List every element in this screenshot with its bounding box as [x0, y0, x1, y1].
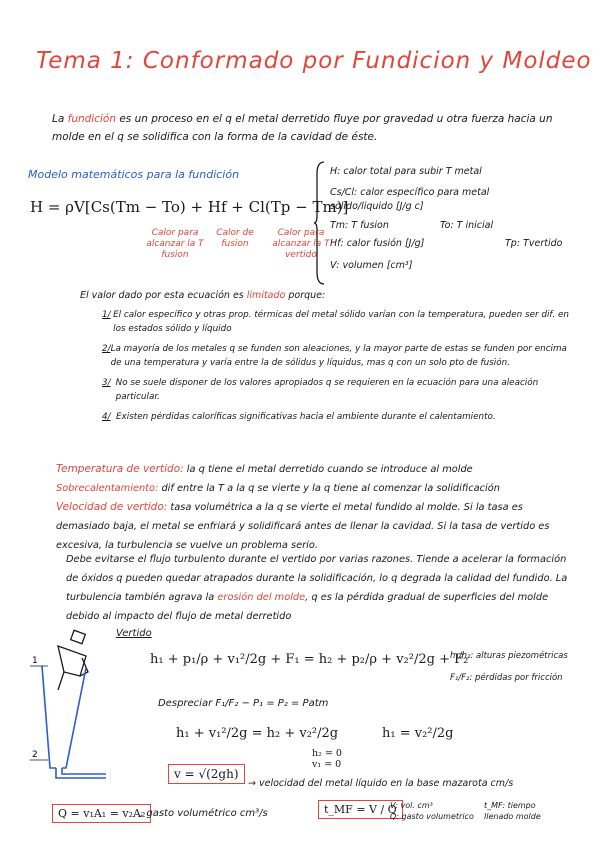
definition-pouring-rate	[56, 498, 576, 555]
limit-item	[102, 410, 572, 424]
despreciar-line: Despreciar F₁/F₂ − P₁ = P₂ = Patm	[158, 698, 329, 709]
limit-item	[102, 308, 572, 336]
limit-item	[102, 342, 572, 370]
velocity-formula-box: v = √(2gh)	[168, 764, 245, 784]
vertido-heading: Vertido	[116, 628, 152, 639]
legend-h: H: calor total para subir T metal	[330, 166, 482, 177]
result-equation: h₁ = v₂²/2g	[382, 726, 454, 741]
limit-item-text: Existen pérdidas caloríficas significativas hacia el ambiente durante el calentamiento.	[116, 412, 496, 422]
limit-item-text: La mayoría de los metales q se funden son aleaciones, y la mayor parte de estas se funden por encima de una temperatura y varía entre la de sólidus y líquidus, mas q con un solo pto de fusión.	[110, 344, 567, 368]
limit-item	[102, 376, 572, 404]
intro-paragraph	[52, 110, 572, 146]
turbulence-text-before: Debe evitarse el flujo turbulento durante el vertido por varias razones. Tiende a acelerar la formación de óxidos q pueden quedar atrapados durante la solidificación, lo q degrada la calidad del fundido. La turbulencia también agrava la	[66, 554, 568, 603]
velocity-description: → velocidad del metal líquido en la base mazarota cm/s	[248, 778, 514, 789]
page-title: Tema 1: Conformado por Fundicion y Moldeo	[36, 48, 592, 74]
legend-cs-cl: Cs/Cl: calor específico para metal solido/liquido [J/g c]	[330, 187, 490, 212]
condition-v1: v₁ = 0	[312, 759, 342, 770]
definition-term: Temperatura de vertido:	[56, 463, 184, 475]
model-legend	[330, 166, 570, 271]
definition-term: Sobrecalentamiento:	[56, 483, 159, 494]
flow-description: , gasto volumétrico cm³/s	[140, 808, 268, 819]
bernoulli-equation: h₁ + p₁/ρ + v₁²/2g + F₁ = h₂ + p₂/ρ + v₂²/2g + F₂	[150, 652, 469, 667]
limit-item-number: 1/	[102, 310, 111, 320]
limits-lead-before: El valor dado por esta ecuación es	[80, 290, 244, 301]
limit-item-number: 4/	[102, 412, 111, 422]
bernoulli-notes	[450, 645, 568, 689]
definition-text: la q tiene el metal derretido cuando se introduce al molde	[186, 464, 473, 475]
definition-term: Velocidad de vertido:	[56, 501, 168, 513]
turbulence-paragraph	[66, 550, 576, 626]
definition-text: tasa volumétrica a la q se vierte el metal fundido al molde. Si la tasa es demasiado baja, el metal se enfriará y solidificará antes de llenar la cavidad. Si la tasa de vertido es excesiva, la turbulencia se vuelve un problema serio.	[56, 502, 550, 551]
diagram-label-1: 1	[32, 656, 38, 666]
definition-text: dif entre la T a la q se vierte y la q tiene al comenzar la solidificación	[161, 483, 500, 494]
definitions	[56, 460, 576, 555]
annotation-cl: Calor para alcanzar la T vertido	[272, 228, 330, 260]
legend-hf: Hf: calor fusión [J/g]	[330, 238, 425, 249]
heat-equation: H = ρV[Cs(Tm − To) + Hf + Cl(Tp − Tm)]	[30, 198, 349, 216]
flow-formula-box: Q = v₁A₁ = v₂A₂	[52, 804, 151, 823]
note-heights: h₁/h₂: alturas piezométricas	[450, 651, 568, 661]
fill-note-q: Q: gasto volumetrico	[390, 812, 474, 821]
fill-time-box: t_MF = V / Q	[318, 800, 403, 819]
limit-item-text: No se suele disponer de los valores apropiados q se requieren en la ecuación para una aleación particular.	[115, 378, 539, 402]
note-friction: F₁/F₂: pérdidas por fricción	[450, 673, 563, 683]
fill-note-tmf: t_MF: tiempo llenado molde	[484, 801, 541, 821]
definition-pouring-temp	[56, 460, 576, 479]
legend-to: To: T inicial	[440, 220, 494, 231]
legend-hf-row	[330, 238, 570, 260]
turbulence-text-after: , q es la pérdida gradual de superficies del molde debido al impacto del flujo de metal derretido	[66, 592, 549, 622]
fill-notes	[390, 800, 474, 822]
intro-text-before: La	[52, 113, 65, 125]
limit-item-text: El calor específico y otras prop. térmicas del metal sólido varían con la temperatura, pueden ser dif. en los estados sólido y líquido	[113, 310, 569, 334]
conditions	[312, 748, 342, 770]
simplified-equation: h₁ + v₁²/2g = h₂ + v₂²/2g	[176, 726, 339, 741]
limit-item-number: 2/	[102, 344, 111, 354]
turbulence-keyword: erosión del molde	[217, 592, 306, 603]
legend-tp: Tp: Tvertido	[505, 238, 563, 249]
intro-keyword: fundición	[67, 113, 116, 125]
limits-lead	[80, 290, 325, 301]
legend-temps	[330, 220, 570, 238]
annotation-hf: Calor de fusion	[216, 228, 254, 249]
limits-list	[102, 308, 572, 424]
condition-h2: h₂ = 0	[312, 748, 342, 759]
velocity-desc-text: velocidad del metal líquido en la base mazarota cm/s	[258, 778, 514, 789]
legend-brace	[314, 160, 326, 286]
fill-note-v: V: vol. cm³	[390, 801, 433, 810]
limits-keyword: limitado	[246, 290, 286, 301]
diagram-label-2: 2	[32, 750, 38, 760]
intro-text-after: es un proceso en el q el metal derretido fluye por gravedad u otra fuerza hacia un molde en el q se solidifica con la forma de la cavidad de éste.	[52, 113, 553, 143]
limits-lead-after: porque:	[288, 290, 326, 301]
definition-superheat	[56, 479, 576, 498]
annotation-cs: Calor para alcanzar la T fusion	[146, 228, 204, 260]
limit-item-number: 3/	[102, 378, 111, 388]
sprue-diagram	[28, 628, 108, 788]
legend-tm: Tm: T fusion	[330, 220, 389, 231]
legend-v: V: volumen [cm³]	[330, 260, 413, 271]
model-heading: Modelo matemáticos para la fundición	[28, 168, 240, 181]
